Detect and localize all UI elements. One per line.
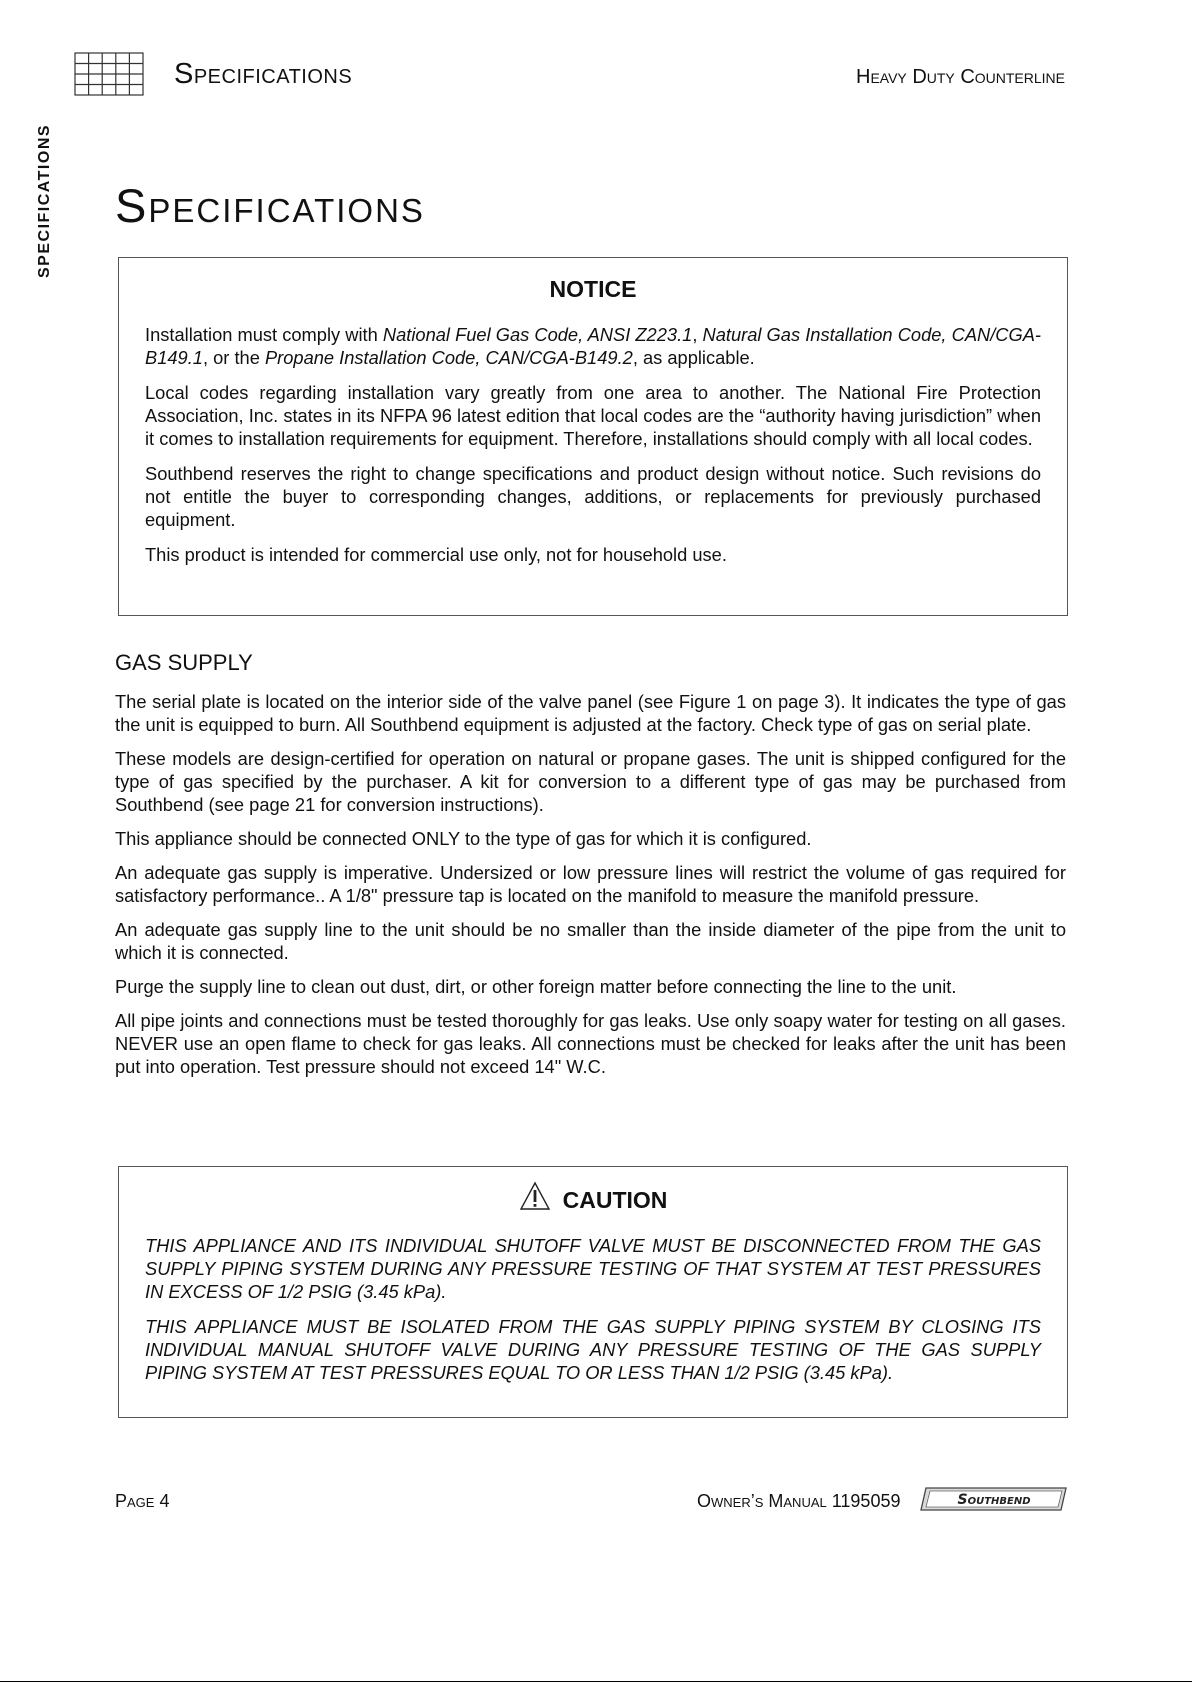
header-title: Specifications: [174, 58, 353, 90]
body-paragraph: An adequate gas supply line to the unit should be no smaller than the inside diameter of the pipe from the unit to which it is connected.: [115, 919, 1066, 963]
logo-text: Southbend: [957, 1492, 1031, 1508]
header-document-title: Heavy Duty Counterline: [856, 66, 1065, 88]
code-reference: National Fuel Gas Code, ANSI Z223.1: [382, 324, 693, 345]
page-title: Specifications: [115, 179, 425, 232]
notice-text: , or the: [202, 347, 265, 368]
section-heading: GAS SUPPLY: [115, 650, 253, 675]
notice-paragraph: [145, 323, 1041, 369]
notice-paragraph: Local codes regarding installation vary greatly from one area to another. The National Fire Protection Association, Inc. states in its NFPA 96 latest edition that local codes are the “authority having jurisdiction” when it comes to installation requirements for equipment. Therefore, installations should comply with all local codes.: [145, 382, 1041, 449]
grid-icon: [74, 52, 144, 96]
caution-box: [118, 1166, 1068, 1418]
caution-paragraph: THIS APPLIANCE AND ITS INDIVIDUAL SHUTOFF VALVE MUST BE DISCONNECTED FROM THE GAS SUPPLY PIPING SYSTEM DURING ANY PRESSURE TESTING OF THAT SYSTEM AT TEST PRESSURES IN EXCESS OF 1/2 PSIG (3.45 kPa).: [145, 1235, 1041, 1302]
caution-heading-row: [145, 1181, 1041, 1214]
body-paragraph: The serial plate is located on the interior side of the valve panel (see Figure 1 on page 3). It indicates the type of gas the unit is equipped to burn. All Southbend equipment is adjusted at the factory. Check type of gas on serial plate.: [115, 691, 1066, 735]
bottom-rule: [0, 1681, 1192, 1682]
notice-text: ,: [692, 324, 703, 345]
side-tab-label: SPECIFICATIONS: [36, 123, 53, 278]
manual-number: Owner’s Manual 1195059: [697, 1491, 901, 1511]
caution-heading: CAUTION: [562, 1187, 668, 1213]
warning-triangle-icon: [519, 1181, 551, 1211]
body-paragraph: An adequate gas supply is imperative. Undersized or low pressure lines will restrict the volume of gas required for satisfactory performance.. A 1/8" pressure tap is located on the manifold to measure the manifold pressure.: [115, 862, 1066, 906]
notice-text: Installation must comply with: [145, 324, 383, 345]
body-paragraph: This appliance should be connected ONLY to the type of gas for which it is configured.: [115, 828, 812, 849]
code-reference: Propane Installation Code, CAN/CGA-B149.2: [264, 347, 633, 368]
body-paragraph: All pipe joints and connections must be tested thoroughly for gas leaks. Use only soapy water for testing on all gases. NEVER use an open flame to check for gas leaks. All connections must be checked for leaks after the unit has been put into operation. Test pressure should not exceed 14" W.C.: [115, 1010, 1066, 1077]
notice-text: , as applicable.: [632, 347, 755, 368]
page-number: Page 4: [115, 1491, 170, 1511]
body-paragraph: These models are design-certified for operation on natural or propane gases. The unit is shipped configured for the type of gas specified by the purchaser. A kit for conversion to a different type of gas may be purchased from Southbend (see page 21 for conversion instructions).: [115, 748, 1066, 815]
notice-paragraph: Southbend reserves the right to change specifications and product design without notice. Such revisions do not entitle the buyer to corresponding changes, additions, or replacements for previously purchased equipment.: [145, 463, 1041, 530]
caution-paragraph: THIS APPLIANCE MUST BE ISOLATED FROM THE GAS SUPPLY PIPING SYSTEM BY CLOSING ITS INDIVIDUAL MANUAL SHUTOFF VALVE DURING ANY PRESSURE TESTING OF THE GAS SUPPLY PIPING SYSTEM AT TEST PRESSURES EQUAL TO OR LESS THAN 1/2 PSIG (3.45 kPa).: [145, 1316, 1041, 1383]
notice-paragraph: This product is intended for commercial use only, not for household use.: [145, 544, 727, 565]
notice-box: [118, 257, 1068, 616]
code-reference: Natural Gas Installation Code, CAN/CGA-B149.1: [145, 324, 1041, 368]
body-paragraph: Purge the supply line to clean out dust, dirt, or other foreign matter before connecting the line to the unit.: [115, 976, 957, 997]
southbend-logo: [920, 1487, 1067, 1511]
notice-heading: NOTICE: [549, 276, 637, 302]
gas-supply-section: [115, 650, 1066, 1089]
